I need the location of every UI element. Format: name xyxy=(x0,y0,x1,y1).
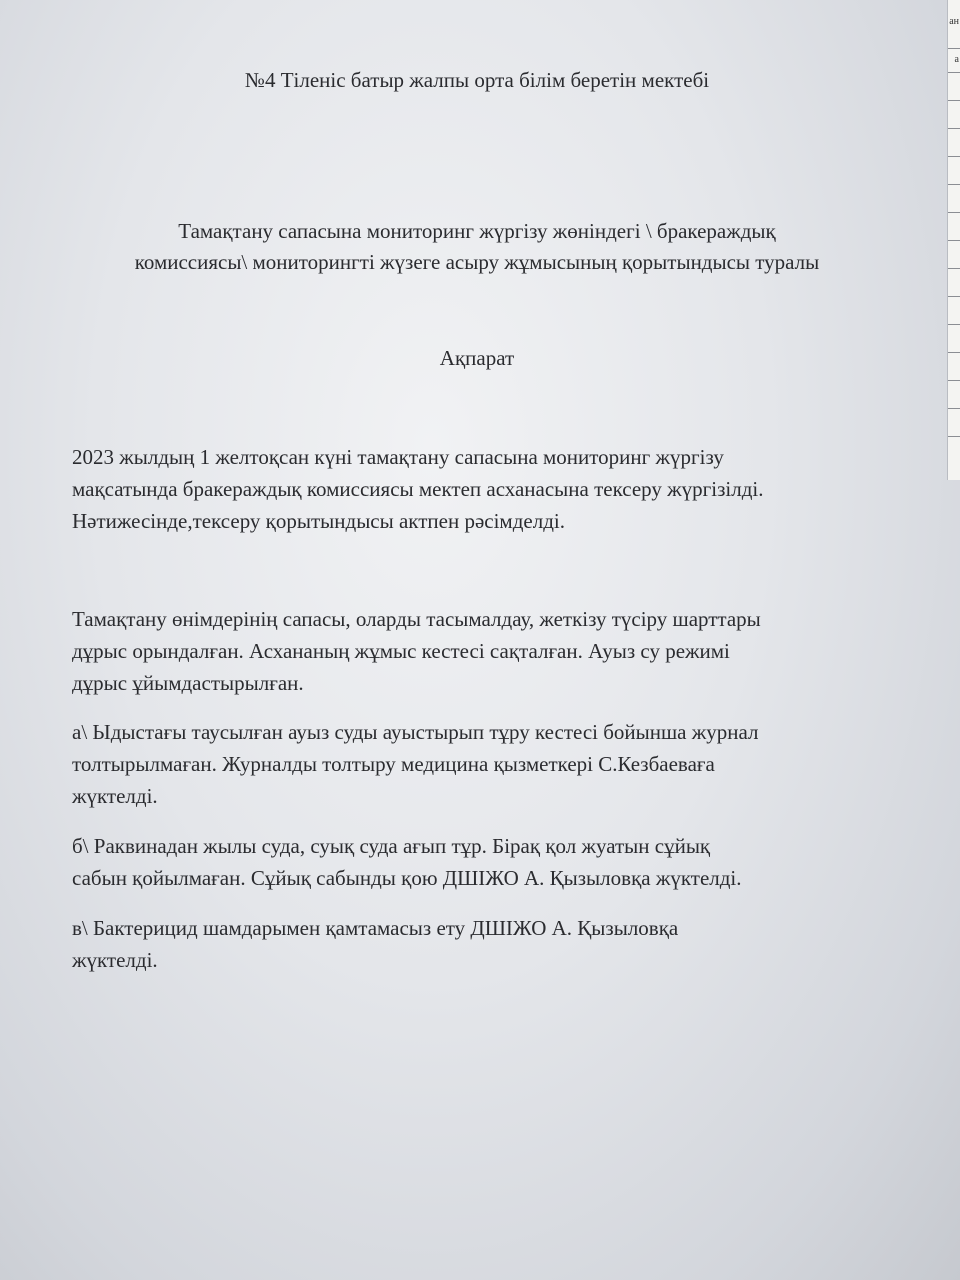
document-label: Ақпарат xyxy=(439,346,515,370)
text-line: Нәтижесінде,тексеру қорытындысы актпен рәсімделді. xyxy=(72,509,565,533)
text-line: толтырылмаған. Журналды толтыру медицина қызметкері С.Кезбаеваға xyxy=(72,752,715,776)
text-line: мақсатында бракераждық комиссиясы мектеп асханасына тексеру жүргізілді. xyxy=(72,477,764,501)
paragraph-quality xyxy=(72,603,892,699)
text-line: а\ Ыдыстағы таусылған ауыз суды ауыстырып тұру кестесі бойынша журнал xyxy=(72,720,759,744)
paragraph-item-b xyxy=(72,830,892,894)
text-line: жүктелді. xyxy=(72,784,158,808)
heading-line: комиссиясы\ мониторингті жүзеге асыру жұмысының қорытындысы туралы xyxy=(134,250,820,274)
text-line: дұрыс ұйымдастырылған. xyxy=(72,671,304,695)
paragraph-item-a xyxy=(72,716,892,812)
edge-mark: а xyxy=(954,54,959,65)
text-line: в\ Бактерицид шамдарымен қамтамасыз ету ДШІЖО А. Қызыловқа xyxy=(72,916,679,940)
text-line: сабын қойылмаған. Сұйық сабынды қою ДШІЖО А. Қызыловқа жүктелді. xyxy=(72,866,742,890)
edge-mark: ан xyxy=(949,16,959,27)
document-heading xyxy=(0,216,954,278)
text-line: дұрыс орындалған. Асхананың жұмыс кестесі сақталған. Ауыз су режимі xyxy=(72,639,730,663)
paragraph-intro xyxy=(72,441,892,537)
heading-line: Тамақтану сапасына мониторинг жүргізу жөніндегі \ бракераждық xyxy=(178,219,776,243)
text-line: жүктелді. xyxy=(72,948,158,972)
paragraph-item-v xyxy=(72,912,892,976)
text-line: 2023 жылдың 1 желтоқсан күні тамақтану сапасына мониторинг жүргізу xyxy=(72,445,724,469)
text-line: Тамақтану өнімдерінің сапасы, оларды тасымалдау, жеткізу түсіру шарттары xyxy=(72,607,761,631)
school-name: №4 Тіленіс батыр жалпы орта білім беретін мектебі xyxy=(244,68,710,92)
text-line: б\ Раквинадан жылы суда, суық суда ағып тұр. Бірақ қол жуатын сұйық xyxy=(72,834,711,858)
